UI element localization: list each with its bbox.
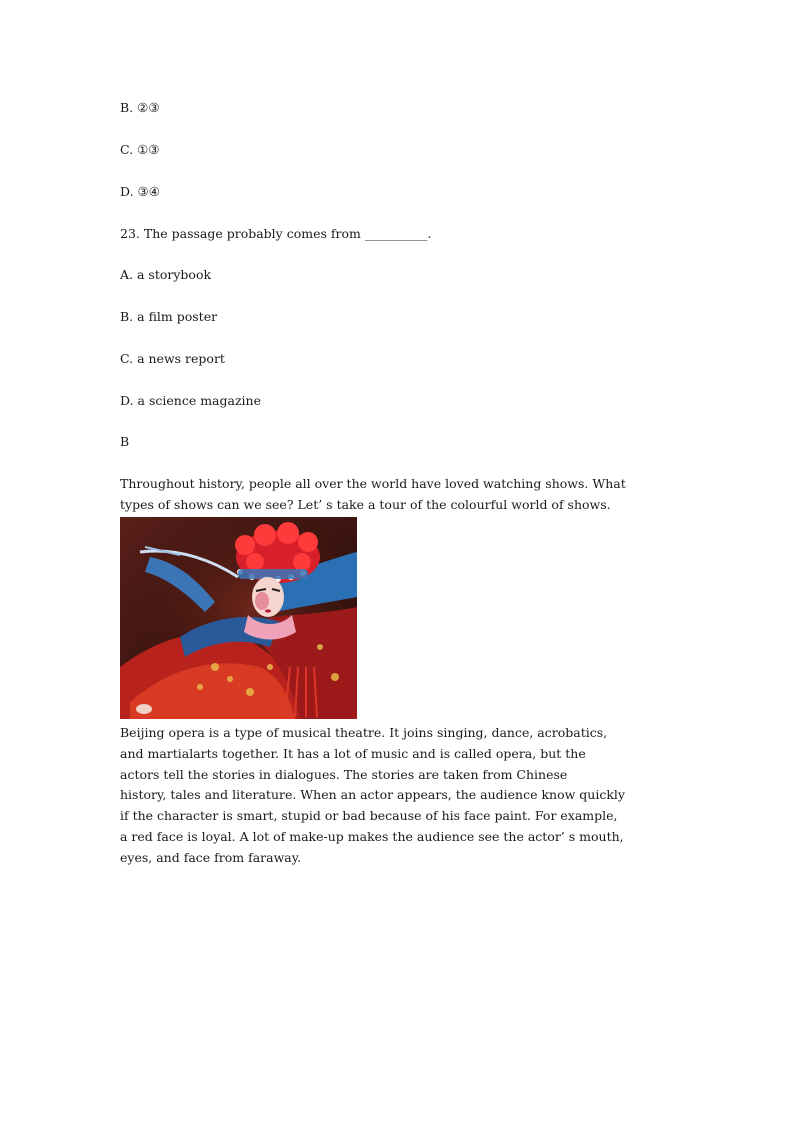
option-text: ③④ bbox=[137, 184, 160, 199]
option-label: A. bbox=[120, 267, 134, 282]
option-label: C. bbox=[120, 142, 134, 157]
paragraph-line: Throughout history, people all over the world have loved watching shows. What bbox=[120, 476, 626, 491]
q22-option-b bbox=[120, 100, 160, 116]
option-text: a film poster bbox=[137, 309, 218, 324]
option-label: B. bbox=[120, 100, 134, 115]
q23-option-d bbox=[120, 393, 261, 409]
option-text: ②③ bbox=[137, 100, 160, 115]
option-text: a news report bbox=[137, 351, 225, 366]
option-text: ①③ bbox=[137, 142, 160, 157]
q22-option-d bbox=[120, 184, 160, 200]
paragraph-line: actors tell the stories in dialogues. The stories are taken from Chinese bbox=[120, 766, 568, 782]
paragraph-line: and martialarts together. It has a lot of music and is called opera, but the bbox=[120, 745, 586, 761]
q23-option-b bbox=[120, 309, 217, 325]
opera-paragraph bbox=[120, 723, 682, 869]
option-label: C. bbox=[120, 351, 134, 366]
paragraph-line: a red face is loyal. A lot of make-up makes the audience see the actor’ s mouth, bbox=[120, 828, 624, 844]
paragraph-line: types of shows can we see? Let’ s take a tour of the colourful world of shows. bbox=[120, 496, 611, 512]
option-text: a storybook bbox=[137, 267, 212, 282]
q23-stem: 23. The passage probably comes from __________. bbox=[120, 226, 432, 241]
paragraph-line: if the character is smart, stupid or bad because of his face paint. For example, bbox=[120, 808, 618, 824]
section-letter: B bbox=[120, 434, 130, 449]
option-label: D. bbox=[120, 184, 134, 199]
q23-option-a bbox=[120, 267, 211, 283]
beijing-opera-photo bbox=[120, 517, 357, 719]
intro-paragraph bbox=[120, 474, 682, 516]
option-text: a science magazine bbox=[137, 393, 261, 408]
option-label: B. bbox=[120, 309, 134, 324]
paragraph-line: history, tales and literature. When an actor appears, the audience know quickly bbox=[120, 787, 625, 803]
option-label: D. bbox=[120, 393, 134, 408]
paragraph-line: Beijing opera is a type of musical theatre. It joins singing, dance, acrobatics, bbox=[120, 725, 608, 740]
paragraph-line: eyes, and face from faraway. bbox=[120, 849, 302, 865]
q22-option-c bbox=[120, 142, 160, 158]
q23-option-c bbox=[120, 351, 225, 367]
